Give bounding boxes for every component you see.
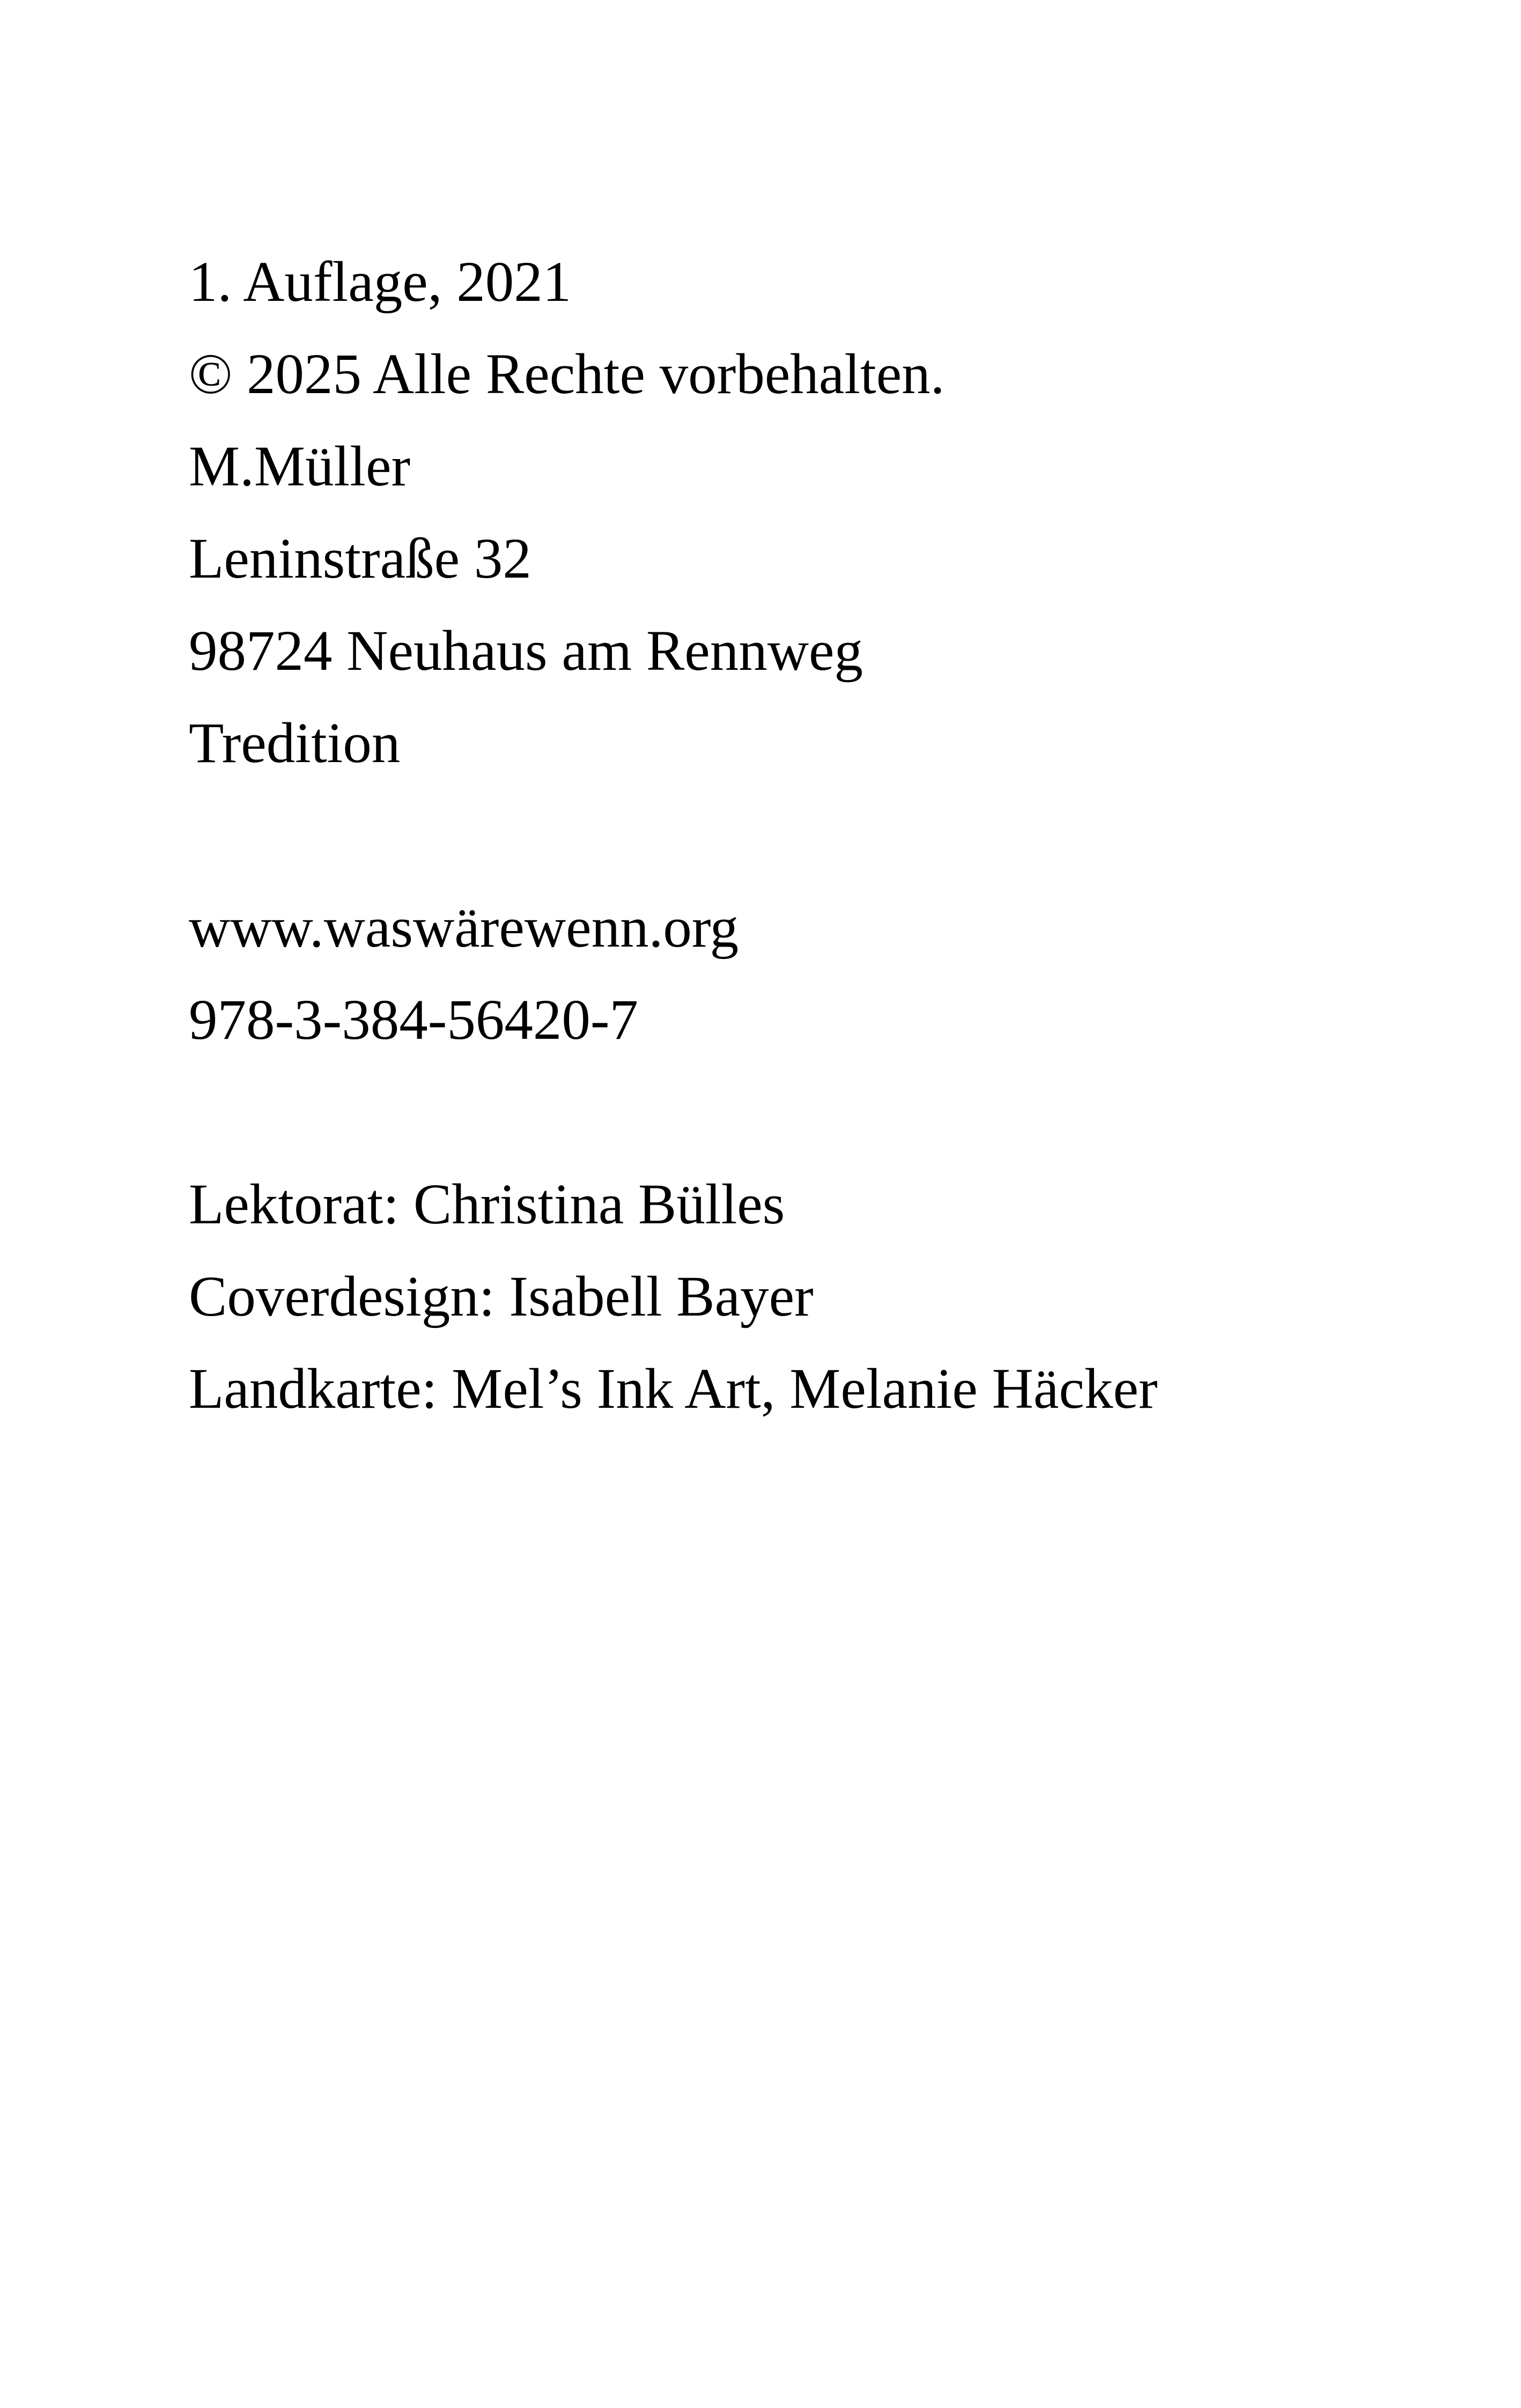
city-address: 98724 Neuhaus am Rennweg [189, 619, 863, 683]
imprint-text [189, 236, 1422, 1435]
isbn-number: 978-3-384-56420-7 [189, 988, 639, 1052]
identifiers-block [189, 882, 1422, 1066]
credits-block [189, 1158, 1422, 1435]
author-name: M.Müller [189, 435, 411, 498]
credit-cover-design: Coverdesign: Isabell Bayer [189, 1265, 814, 1328]
publication-block [189, 236, 1422, 789]
copyright-line: © 2025 Alle Rechte vorbehalten. [189, 343, 945, 406]
credit-editor: Lektorat: Christina Bülles [189, 1173, 785, 1236]
street-address: Leninstraße 32 [189, 527, 531, 590]
edition-line: 1. Auflage, 2021 [189, 250, 572, 314]
website-url: www.waswärewenn.org [189, 896, 739, 959]
credit-map: Landkarte: Mel’s Ink Art, Melanie Häcker [189, 1357, 1158, 1421]
publisher-name: Tredition [189, 712, 401, 775]
